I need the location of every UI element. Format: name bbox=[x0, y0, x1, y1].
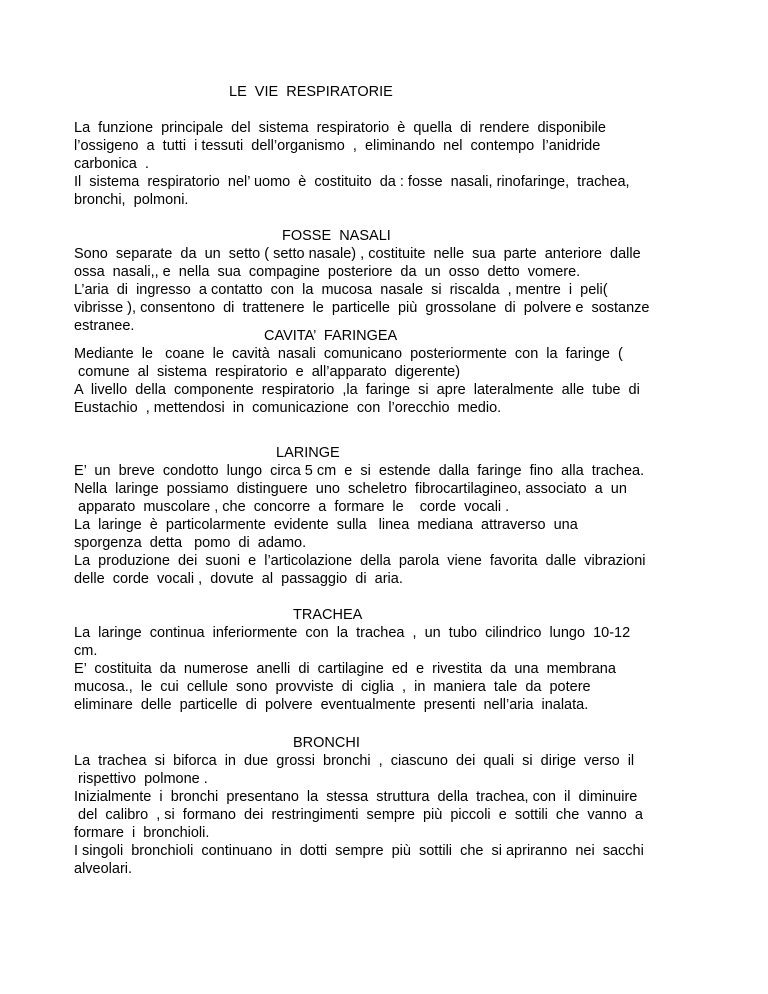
text-line: A livello della componente respiratorio ,la faringe si apre lateralmente alle tube di bbox=[74, 382, 640, 398]
page-title: LE VIE RESPIRATORIE bbox=[229, 84, 393, 100]
section-heading: TRACHEA bbox=[293, 607, 363, 623]
text-line: delle corde vocali , dovute al passaggio di aria. bbox=[74, 571, 403, 587]
text-line: rispettivo polmone . bbox=[74, 771, 208, 787]
text-line: La produzione dei suoni e l’articolazione della parola viene favorita dalle vibrazioni bbox=[74, 553, 646, 569]
text-line: Il sistema respiratorio nel’ uomo è costituito da : fosse nasali, rinofaringe, trachea, bbox=[74, 174, 630, 190]
text-line: carbonica . bbox=[74, 156, 149, 172]
text-line: comune al sistema respiratorio e all’apparato digerente) bbox=[74, 364, 461, 380]
text-line: I singoli bronchioli continuano in dotti sempre più sottili che si apriranno nei sacchi bbox=[74, 843, 644, 859]
text-line: del calibro , si formano dei restringimenti sempre più piccoli e sottili che vanno a bbox=[74, 807, 643, 823]
text-line: E’ costituita da numerose anelli di cartilagine ed e rivestita da una membrana bbox=[74, 661, 616, 677]
text-line: mucosa., le cui cellule sono provviste di ciglia , in maniera tale da potere bbox=[74, 679, 591, 695]
text-line: vibrisse ), consentono di trattenere le particelle più grossolane di polvere e sostanze bbox=[74, 300, 650, 316]
text-line: formare i bronchioli. bbox=[74, 825, 210, 841]
text-line: Sono separate da un setto ( setto nasale) , costituite nelle sua parte anteriore dalle bbox=[74, 246, 641, 262]
text-line: La laringe è particolarmente evidente sulla linea mediana attraverso una bbox=[74, 517, 578, 533]
text-line: bronchi, polmoni. bbox=[74, 192, 189, 208]
text-line: estranee. bbox=[74, 318, 135, 334]
text-line: sporgenza detta pomo di adamo. bbox=[74, 535, 307, 551]
text-line: eliminare delle particelle di polvere eventualmente presenti nell’aria inalata. bbox=[74, 697, 589, 713]
text-line: ossa nasali,, e nella sua compagine posteriore da un osso detto vomere. bbox=[74, 264, 581, 280]
text-line: L’aria di ingresso a contatto con la mucosa nasale si riscalda , mentre i peli( bbox=[74, 282, 608, 298]
text-line: cm. bbox=[74, 643, 98, 659]
section-heading: CAVITA’ FARINGEA bbox=[264, 328, 398, 344]
text-line: E’ un breve condotto lungo circa 5 cm e si estende dalla faringe fino alla trachea. bbox=[74, 463, 645, 479]
text-line: Mediante le coane le cavità nasali comunicano posteriormente con la faringe ( bbox=[74, 346, 623, 362]
text-line: alveolari. bbox=[74, 861, 133, 877]
text-line: Eustachio , mettendosi in comunicazione con l’orecchio medio. bbox=[74, 400, 502, 416]
text-line: Nella laringe possiamo distinguere uno scheletro fibrocartilagineo, associato a un bbox=[74, 481, 627, 497]
section-heading: FOSSE NASALI bbox=[282, 228, 391, 244]
text-line: l’ossigeno a tutti i tessuti dell’organismo , eliminando nel contempo l’anidride bbox=[74, 138, 601, 154]
text-line: La funzione principale del sistema respiratorio è quella di rendere disponibile bbox=[74, 120, 606, 136]
text-line: Inizialmente i bronchi presentano la stessa struttura della trachea, con il diminuire bbox=[74, 789, 638, 805]
section-heading: BRONCHI bbox=[293, 735, 360, 751]
text-line: La trachea si biforca in due grossi bronchi , ciascuno dei quali si dirige verso il bbox=[74, 753, 635, 769]
section-heading: LARINGE bbox=[276, 445, 340, 461]
text-line: apparato muscolare , che concorre a formare le corde vocali . bbox=[74, 499, 510, 515]
text-line: La laringe continua inferiormente con la trachea , un tubo cilindrico lungo 10-12 bbox=[74, 625, 631, 641]
